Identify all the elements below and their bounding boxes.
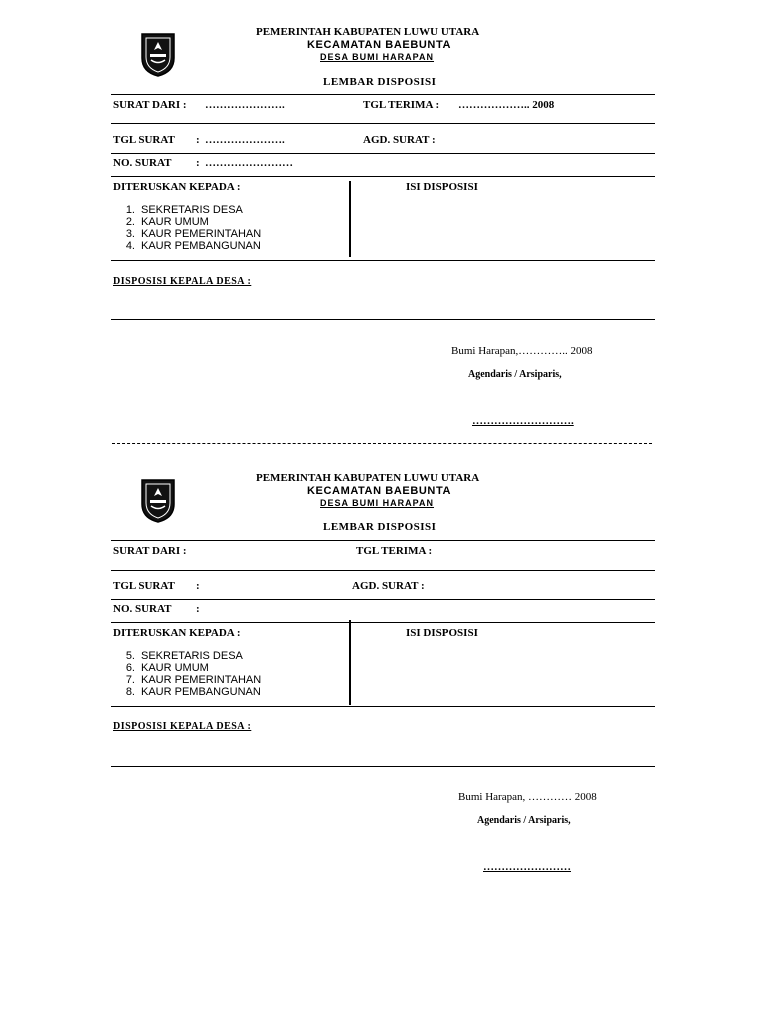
disposisi-kepala-label: DISPOSISI KEPALA DESA : <box>113 721 252 732</box>
place-date: Bumi Harapan,………….. 2008 <box>451 345 593 357</box>
list-item[interactable]: 3. KAUR PEMERINTAHAN <box>125 228 262 240</box>
surat-dari-label: SURAT DARI : <box>113 545 187 557</box>
diteruskan-label: DITERUSKAN KEPADA : <box>113 181 241 193</box>
recipient-list <box>113 650 261 698</box>
no-surat-value[interactable]: …………………… <box>205 157 293 169</box>
isi-disposisi-label: ISI DISPOSISI <box>406 627 478 639</box>
agendaris-label: Agendaris / Arsiparis, <box>477 815 571 826</box>
no-surat-label: NO. SURAT <box>113 157 172 169</box>
surat-dari-label: SURAT DARI : <box>113 99 187 111</box>
tgl-surat-colon: : <box>196 134 200 146</box>
tgl-surat-label: TGL SURAT <box>113 580 175 592</box>
header-district: KECAMATAN BAEBUNTA <box>307 485 452 497</box>
tgl-terima-label: TGL TERIMA : <box>356 545 433 557</box>
agd-surat-label: AGD. SURAT : <box>363 134 436 146</box>
cut-line <box>112 443 652 444</box>
header-village: DESA BUMI HARAPAN <box>320 498 435 508</box>
list-item[interactable]: 5. SEKRETARIS DESA <box>125 650 243 662</box>
header-village: DESA BUMI HARAPAN <box>320 52 435 62</box>
signature-line[interactable]: ………………………. <box>472 415 574 427</box>
regency-emblem-icon <box>138 30 178 78</box>
surat-dari-value[interactable]: …………………. <box>205 99 285 111</box>
tgl-terima-value[interactable]: ……………….. 2008 <box>458 99 555 111</box>
column-divider <box>349 181 351 257</box>
list-item[interactable]: 2. KAUR UMUM <box>125 216 209 228</box>
divider <box>111 94 655 95</box>
header-government: PEMERINTAH KABUPATEN LUWU UTARA <box>256 26 480 38</box>
tgl-surat-colon: : <box>196 580 200 592</box>
agd-surat-label: AGD. SURAT : <box>352 580 425 592</box>
divider <box>111 622 655 623</box>
signature-line[interactable]: …………………… <box>483 861 571 873</box>
list-item[interactable]: 8. KAUR PEMBANGUNAN <box>125 686 261 698</box>
no-surat-label: NO. SURAT <box>113 603 172 615</box>
divider <box>111 153 655 154</box>
tgl-surat-value[interactable]: …………………. <box>205 134 285 146</box>
no-surat-colon: : <box>196 603 200 615</box>
divider <box>111 766 655 767</box>
divider <box>111 570 655 571</box>
regency-emblem-icon <box>138 476 178 524</box>
header-government: PEMERINTAH KABUPATEN LUWU UTARA <box>256 472 480 484</box>
list-item[interactable]: 7. KAUR PEMERINTAHAN <box>125 674 262 686</box>
column-divider <box>349 620 351 705</box>
divider <box>111 176 655 177</box>
place-date: Bumi Harapan, ………… 2008 <box>458 791 597 803</box>
tgl-surat-label: TGL SURAT <box>113 134 175 146</box>
list-item[interactable]: 1. SEKRETARIS DESA <box>125 204 243 216</box>
diteruskan-label: DITERUSKAN KEPADA : <box>113 627 241 639</box>
divider <box>111 706 655 707</box>
recipient-list <box>113 204 261 252</box>
divider <box>111 260 655 261</box>
isi-disposisi-label: ISI DISPOSISI <box>406 181 478 193</box>
tgl-terima-label: TGL TERIMA : <box>363 99 440 111</box>
divider <box>111 599 655 600</box>
no-surat-colon: : <box>196 157 200 169</box>
agendaris-label: Agendaris / Arsiparis, <box>468 369 562 380</box>
list-item[interactable]: 6. KAUR UMUM <box>125 662 209 674</box>
disposisi-kepala-label: DISPOSISI KEPALA DESA : <box>113 276 252 287</box>
divider <box>111 319 655 320</box>
form-title: LEMBAR DISPOSISI <box>323 76 437 88</box>
divider <box>111 123 655 124</box>
list-item[interactable]: 4. KAUR PEMBANGUNAN <box>125 240 261 252</box>
header-district: KECAMATAN BAEBUNTA <box>307 39 452 51</box>
divider <box>111 540 655 541</box>
form-title: LEMBAR DISPOSISI <box>323 521 437 533</box>
